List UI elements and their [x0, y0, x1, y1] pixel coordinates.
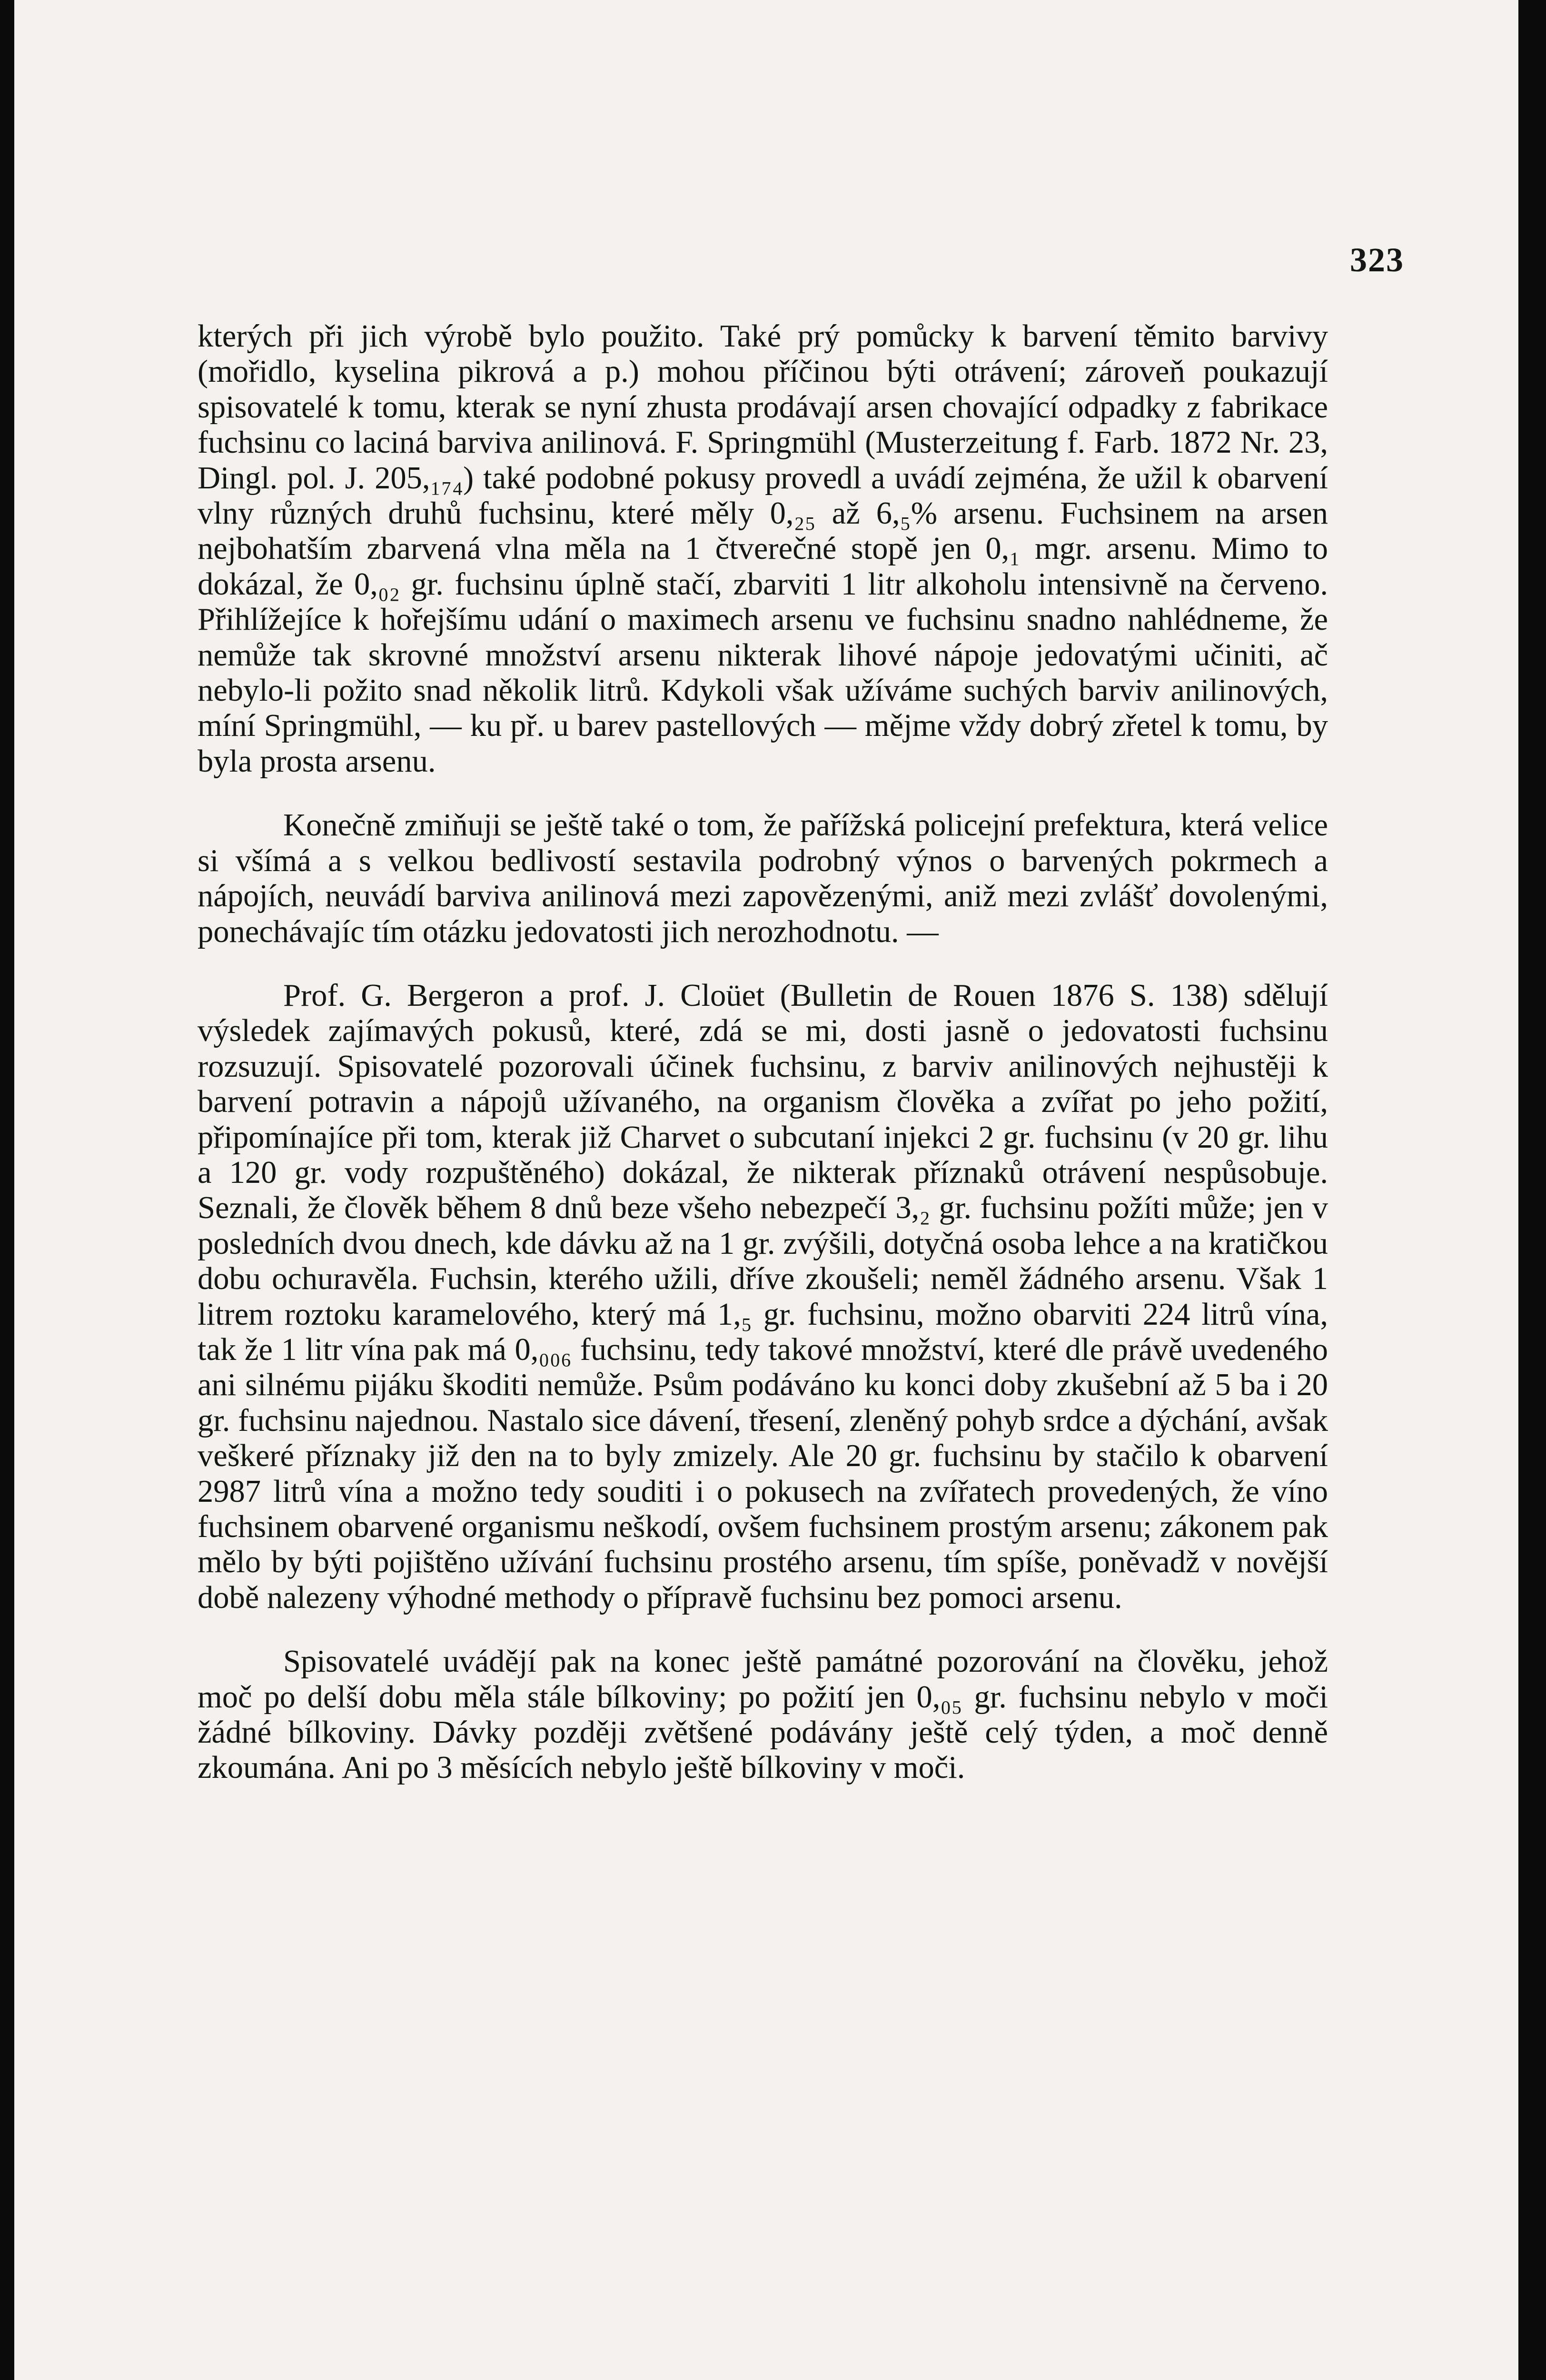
page-number: 323: [1350, 241, 1404, 279]
body-text: [198, 319, 1328, 1786]
book-page: [14, 0, 1518, 2380]
paragraph-2: Konečně zmiňuji se ještě také o tom, že pařížská policejní prefektura, která velice si všímá a s velkou bedlivostí sestavila podrobný výnos o barvených pokrmech a nápojích, neuvádí barviva anilinová mezi zapovězenými, aniž mezi zvlášť dovolenými, ponechávajíc tím otázku jedovatosti jich nerozhodnotu. —: [198, 808, 1328, 949]
paragraph-4: Spisovatelé uvádějí pak na konec ještě památné pozorování na člověku, jehož moč po delší dobu měla stále bílkoviny; po požití jen 0,₀₅ gr. fuchsinu nebylo v moči žádné bílkoviny. Dávky později zvětšené podávány ještě celý týden, a moč denně zkoumána. Ani po 3 měsících nebylo ještě bílkoviny v moči.: [198, 1644, 1328, 1785]
paragraph-3: Prof. G. Bergeron a prof. J. Cloüet (Bulletin de Rouen 1876 S. 138) sdělují výsledek zajímavých pokusů, které, zdá se mi, dosti jasně o jedovatosti fuchsinu rozsuzují. Spisovatelé pozorovali účinek fuchsinu, z barviv anilinových nejhustěji k barvení potravin a nápojů užívaného, na organism člověka a zvířat po jeho požití, připomínajíce při tom, kterak již Charvet o subcutaní injekci 2 gr. fuchsinu (v 20 gr. lihu a 120 gr. vody rozpuštěného) dokázal, že nikterak příznaků otrávení nespůsobuje. Seznali, že člověk během 8 dnů beze všeho nebezpečí 3,₂ gr. fuchsinu požíti může; jen v posledních dvou dnech, kde dávku až na 1 gr. zvýšili, dotyčná osoba lehce a na kratičkou dobu ochuravěla. Fuchsin, kterého užili, dříve zkoušeli; neměl žádného arsenu. Však 1 litrem roztoku karamelového, který má 1,₅ gr. fuchsinu, možno obarviti 224 litrů vína, tak že 1 litr vína pak má 0,₀₀₆ fuchsinu, tedy takové množství, které dle právě uvedeného ani silnému pijáku škoditi nemůže. Psům podáváno ku konci doby zkušební až 5 ba i 20 gr. fuchsinu najednou. Nastalo sice dávení, třesení, zleněný pohyb srdce a dýchání, avšak veškeré příznaky již den na to byly zmizely. Ale 20 gr. fuchsinu by stačilo k obarvení 2987 litrů vína a možno tedy souditi i o pokusech na zvířatech provedených, že víno fuchsinem obarvené organismu neškodí, ovšem fuchsinem prostým arsenu; zákonem pak mělo by býti pojištěno užívání fuchsinu prostého arsenu, tím spíše, poněvadž v novější době nalezeny výhodné methody o přípravě fuchsinu bez pomoci arsenu.: [198, 978, 1328, 1615]
paragraph-1: kterých při jich výrobě bylo použito. Také prý pomůcky k barvení těmito barvivy (mořidlo, kyselina pikrová a p.) mohou příčinou býti otrávení; zároveň poukazují spisovatelé k tomu, kterak se nyní zhusta prodávají arsen chovající odpadky z fabrikace fuchsinu co laciná barviva anilinová. F. Springmühl (Musterzeitung f. Farb. 1872 Nr. 23, Dingl. pol. J. 205,₁₇₄) také podobné pokusy provedl a uvádí zejména, že užil k obarvení vlny různých druhů fuchsinu, které měly 0,₂₅ až 6,₅% arsenu. Fuchsinem na arsen nejbohatším zbarvená vlna měla na 1 čtverečné stopě jen 0,₁ mgr. arsenu. Mimo to dokázal, že 0,₀₂ gr. fuchsinu úplně stačí, zbarviti 1 litr alkoholu intensivně na červeno. Přihlížejíce k hořejšímu udání o maximech arsenu ve fuchsinu snadno nahlédneme, že nemůže tak skrovné množství arsenu nikterak lihové nápoje jedovatými učiniti, ač nebylo-li požito snad několik litrů. Kdykoli však užíváme suchých barviv anilinových, míní Springmühl, — ku př. u barev pastellových — mějme vždy dobrý zřetel k tomu, by byla prosta arsenu.: [198, 319, 1328, 779]
